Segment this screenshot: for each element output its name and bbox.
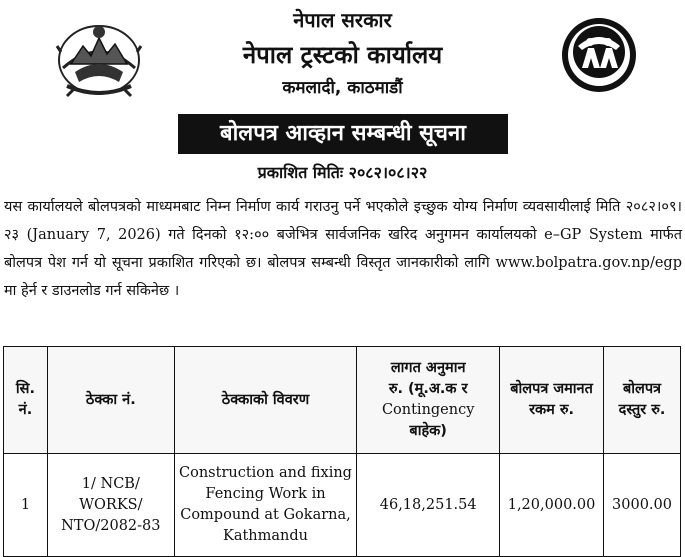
header-cost-line1: लागत अनुमान xyxy=(390,360,466,376)
tender-table xyxy=(3,346,681,557)
notice-title: बोलपत्र आव्हान सम्बन्धी सूचना xyxy=(178,114,508,154)
cell-contract-no: 1/ NCB/ WORKS/ NTO/2082-83 xyxy=(47,454,174,557)
header-cost-line4: बाहेक) xyxy=(409,423,447,439)
cell-guarantee: 1,20,000.00 xyxy=(500,454,604,557)
notice-body: यस कार्यालयले बोलपत्रको माध्यमबाट निम्न निर्माण कार्य गराउनु पर्ने भएकोले इच्छुक योग्य निर्माण व्यवसायीलाई मिति २०८२।०९।२३ (January 7, 2026) गते दिनको १२:०० बजेभित्र सार्वजनिक खरिद अनुगमन कार्यालयको e–GP System मार्फत बोलपत्र पेश गर्न यो सूचना प्रकाशित गरिएको छ। बोलपत्र सम्बन्धी विस्तृत जानकारीको लागि www.bolpatra.gov.np/egp मा हेर्न र डाउनलोड गर्न सकिनेछ । xyxy=(4,199,682,299)
published-date: प्रकाशित मितिः २०८२।०८।२२ xyxy=(257,163,428,182)
office-heading: नेपाल ट्रस्टको कार्यालय xyxy=(242,41,443,69)
cell-fee: 3000.00 xyxy=(604,454,681,557)
cell-cost: 46,18,251.54 xyxy=(357,454,500,557)
government-heading: नेपाल सरकार xyxy=(293,8,392,32)
office-address: कमलादी, काठमाडौं xyxy=(282,78,403,98)
header-sn: सि. नं. xyxy=(4,347,48,454)
header-cost-estimate xyxy=(357,347,500,454)
cell-sn: 1 xyxy=(4,454,48,557)
header-cost-line2: रु. (मू.अ.क र xyxy=(388,381,468,397)
header-contract-no: ठेक्का नं. xyxy=(47,347,174,454)
header-description: ठेक्काको विवरण xyxy=(174,347,357,454)
header-bid-guarantee: बोलपत्र जमानत रकम रु. xyxy=(500,347,604,454)
table-header-row xyxy=(4,347,681,454)
cell-description: Construction and fixing Fencing Work in Compound at Gokarna, Kathmandu xyxy=(174,454,357,557)
header-cost-line3: Contingency xyxy=(381,402,475,418)
header-bid-fee: बोलपत्र दस्तुर रु. xyxy=(604,347,681,454)
table-row xyxy=(4,454,681,557)
